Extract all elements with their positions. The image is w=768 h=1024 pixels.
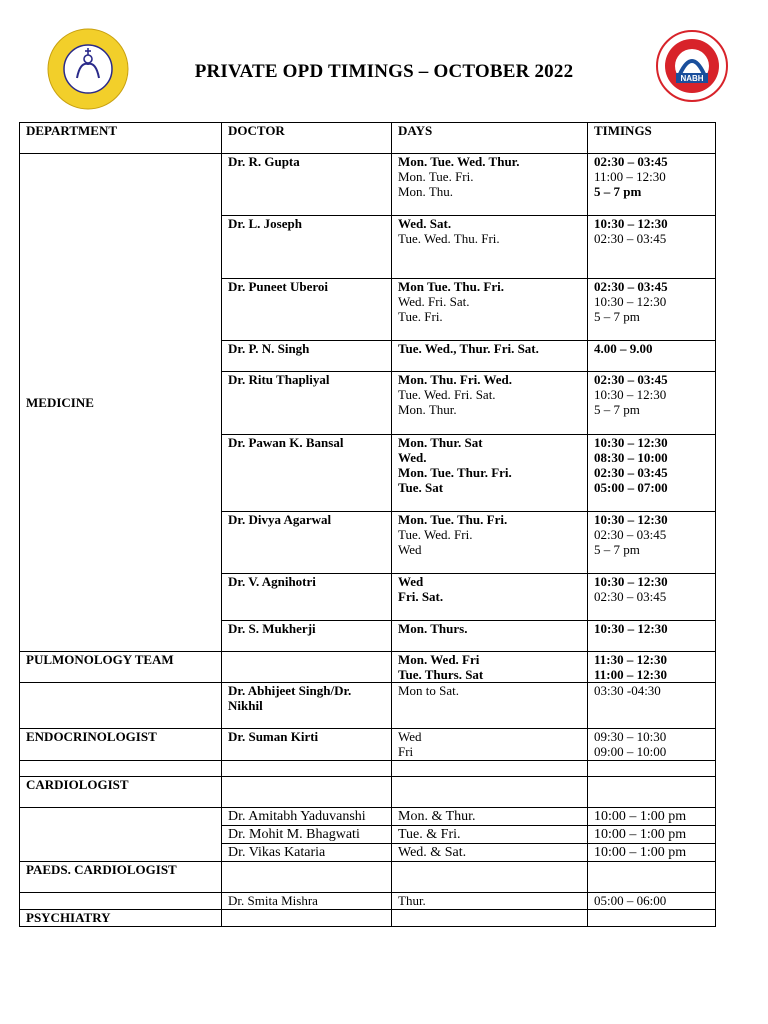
department-psychiatry: PSYCHIATRY — [20, 910, 222, 927]
table-row — [20, 729, 716, 761]
header-doctor: DOCTOR — [222, 123, 392, 154]
days-cell: Wed. Sat. Tue. Wed. Thu. Fri. — [392, 216, 588, 279]
doctor-name: Dr. Amitabh Yaduvanshi — [222, 808, 392, 826]
table-row — [20, 808, 716, 826]
doctor-name: Dr. Vikas Kataria — [222, 844, 392, 862]
header-days: DAYS — [392, 123, 588, 154]
empty-cell — [588, 777, 716, 808]
opd-timings-table — [19, 122, 716, 927]
doctor-name: Dr. Ritu Thapliyal — [222, 372, 392, 435]
doctor-name: Dr. R. Gupta — [222, 154, 392, 216]
department-endocrinology: ENDOCRINOLOGIST — [20, 729, 222, 761]
timings-cell: 10:00 – 1:00 pm — [588, 808, 716, 826]
days-cell: Mon to Sat. — [392, 683, 588, 729]
table-row — [20, 154, 716, 216]
table-row — [20, 893, 716, 910]
empty-cell — [588, 862, 716, 893]
empty-cell — [222, 910, 392, 927]
department-paeds-cardiology: PAEDS. CARDIOLOGIST — [20, 862, 222, 893]
timings-cell: 10:30 – 12:30 02:30 – 03:45 — [588, 574, 716, 621]
doctor-name: Dr. Smita Mishra — [222, 893, 392, 910]
days-cell: Wed. & Sat. — [392, 844, 588, 862]
days-cell: Thur. — [392, 893, 588, 910]
empty-cell — [588, 910, 716, 927]
department-pulmonology: PULMONOLOGY TEAM — [20, 652, 222, 683]
empty-cell — [588, 761, 716, 777]
table-row — [20, 910, 716, 927]
department-medicine: MEDICINE — [20, 154, 222, 652]
doctor-name: Dr. Puneet Uberoi — [222, 279, 392, 341]
page-title: PRIVATE OPD TIMINGS – OCTOBER 2022 — [194, 61, 574, 82]
header-department: DEPARTMENT — [20, 123, 222, 154]
days-cell: Tue. Wed., Thur. Fri. Sat. — [392, 341, 588, 372]
doctor-name — [222, 652, 392, 683]
doctor-name: Dr. S. Mukherji — [222, 621, 392, 652]
days-cell: Wed Fri. Sat. — [392, 574, 588, 621]
timings-cell: 02:30 – 03:45 10:30 – 12:30 5 – 7 pm — [588, 279, 716, 341]
empty-cell — [392, 862, 588, 893]
days-cell: Mon. & Thur. — [392, 808, 588, 826]
department-cell — [20, 808, 222, 862]
days-cell: Wed Fri — [392, 729, 588, 761]
days-cell: Mon. Tue. Wed. Thur. Mon. Tue. Fri. Mon. Thu. — [392, 154, 588, 216]
nabh-logo-text: NABH — [680, 74, 704, 83]
doctor-name: Dr. P. N. Singh — [222, 341, 392, 372]
timings-cell: 02:30 – 03:45 10:30 – 12:30 5 – 7 pm — [588, 372, 716, 435]
timings-cell: 10:30 – 12:30 — [588, 621, 716, 652]
table-header-row — [20, 123, 716, 154]
timings-cell: 10:30 – 12:30 02:30 – 03:45 — [588, 216, 716, 279]
table-row — [20, 862, 716, 893]
doctor-name: Dr. Abhijeet Singh/Dr. Nikhil — [222, 683, 392, 729]
header-timings: TIMINGS — [588, 123, 716, 154]
doctor-name: Dr. V. Agnihotri — [222, 574, 392, 621]
timings-cell: 10:30 – 12:30 08:30 – 10:00 02:30 – 03:45 05:00 – 07:00 — [588, 435, 716, 512]
timings-cell: 11:30 – 12:30 11:00 – 12:30 — [588, 652, 716, 683]
table-row — [20, 652, 716, 683]
days-cell: Mon. Thu. Fri. Wed. Tue. Wed. Fri. Sat. Mon. Thur. — [392, 372, 588, 435]
timings-cell: 02:30 – 03:45 11:00 – 12:30 5 – 7 pm — [588, 154, 716, 216]
table-row — [20, 761, 716, 777]
empty-cell — [20, 761, 222, 777]
timings-cell: 10:00 – 1:00 pm — [588, 826, 716, 844]
days-cell: Mon. Thur. Sat Wed. Mon. Tue. Thur. Fri. Tue. Sat — [392, 435, 588, 512]
timings-cell: 09:30 – 10:30 09:00 – 10:00 — [588, 729, 716, 761]
days-cell: Tue. & Fri. — [392, 826, 588, 844]
doctor-name: Dr. Divya Agarwal — [222, 512, 392, 574]
table-row — [20, 683, 716, 729]
empty-cell — [222, 862, 392, 893]
days-cell: Mon. Wed. Fri Tue. Thurs. Sat — [392, 652, 588, 683]
days-cell: Mon. Thurs. — [392, 621, 588, 652]
timings-cell: 03:30 -04:30 — [588, 683, 716, 729]
doctor-name: Dr. Mohit M. Bhagwati — [222, 826, 392, 844]
empty-cell — [222, 777, 392, 808]
empty-cell — [222, 761, 392, 777]
doctor-name: Dr. Suman Kirti — [222, 729, 392, 761]
empty-cell — [392, 910, 588, 927]
empty-cell — [392, 761, 588, 777]
timings-cell: 4.00 – 9.00 — [588, 341, 716, 372]
doctor-name: Dr. Pawan K. Bansal — [222, 435, 392, 512]
timings-cell: 10:30 – 12:30 02:30 – 03:45 5 – 7 pm — [588, 512, 716, 574]
department-cell — [20, 893, 222, 910]
days-cell: Mon Tue. Thu. Fri. Wed. Fri. Sat. Tue. Fri. — [392, 279, 588, 341]
department-cell — [20, 683, 222, 729]
empty-cell — [392, 777, 588, 808]
table-row — [20, 777, 716, 808]
timings-cell: 10:00 – 1:00 pm — [588, 844, 716, 862]
days-cell: Mon. Tue. Thu. Fri. Tue. Wed. Fri. Wed — [392, 512, 588, 574]
timings-cell: 05:00 – 06:00 — [588, 893, 716, 910]
department-cardiology: CARDIOLOGIST — [20, 777, 222, 808]
doctor-name: Dr. L. Joseph — [222, 216, 392, 279]
